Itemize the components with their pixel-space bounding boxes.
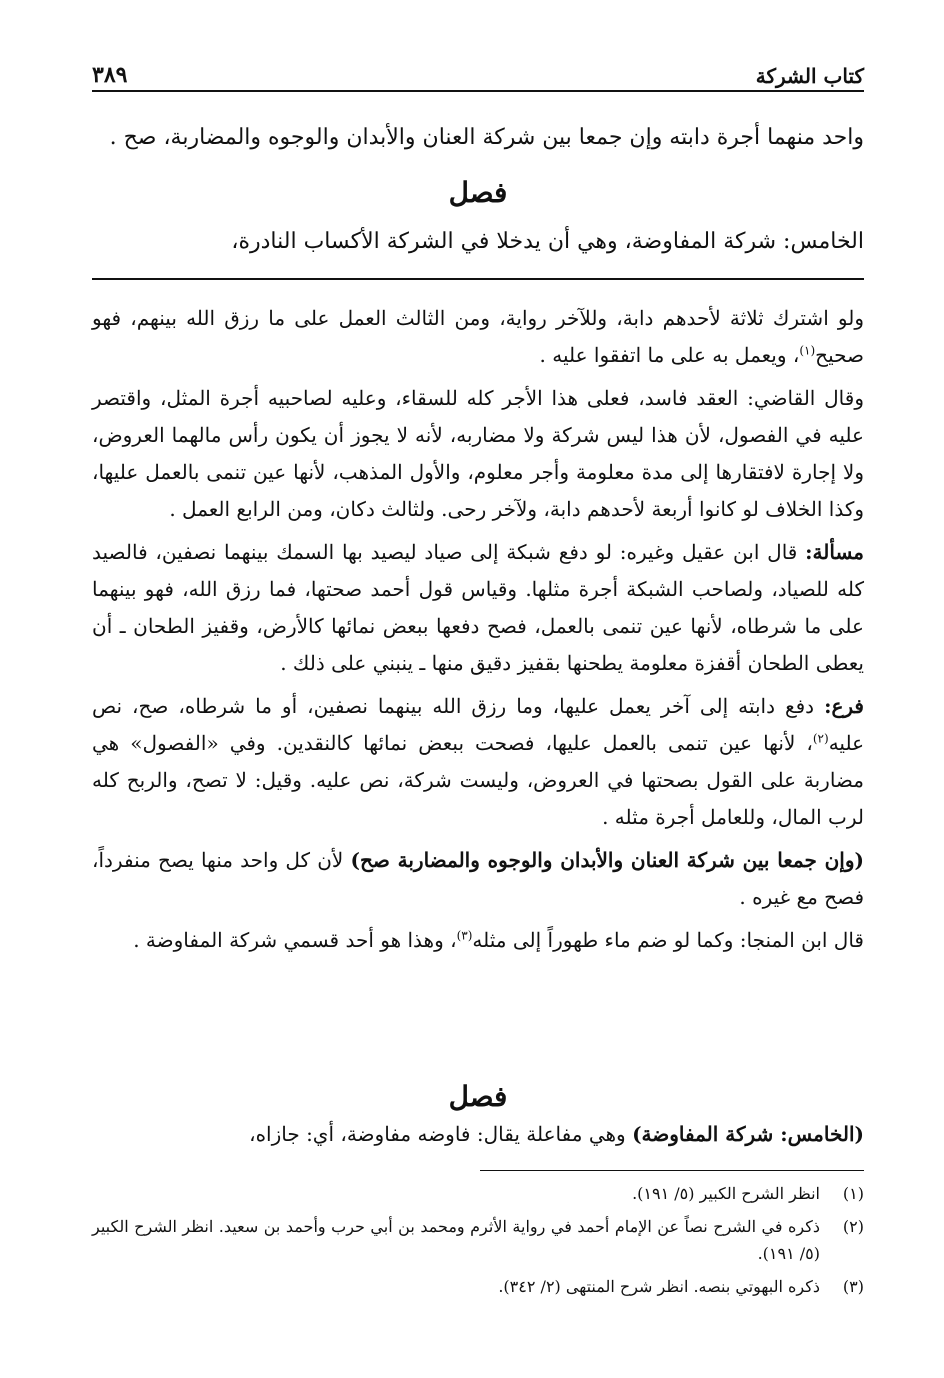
commentary-paragraph-1: ولو اشترك ثلاثة لأحدهم دابة، وللآخر رواية، ومن الثالث العمل على ما رزق الله بينهم، فهو صحيح$^{(١)}$، ويعمل به على ما اتفقوا عليه .: [92, 306, 865, 367]
commentary-paragraph-3: مسألة: قال ابن عقيل وغيره: لو دفع شبكة إلى صياد ليصيد بها السمك بينهما نصفين، فالصيد كله للصياد، ولصاحب الشبكة أجرة مثلها. وقياس قول أحمد صحتها، فما رزق الله، فهو بينهما على ما شرطاه، لأنها عين تنمى بالعمل، فصح دفعها ببعض نمائها كالأرض، وقفيز الطحان ـ أن يعطى الطحان أقفزة معلومة يطحنها بقفيز دقيق منها ـ ينبني على ذلك .: [92, 540, 865, 675]
quoted-matn-bottom: (الخامس: شركة المفاوضة): [632, 1122, 864, 1146]
matn-paragraph-top: واحد منهما أجرة دابته وإن جمعا بين شركة العنان والأبدان والوجوه والمضاربة، صح .: [109, 125, 864, 150]
footnote-2: (٢) ذكره في الشرح نصاً عن الإمام أحمد في رواية الأثرم ومحمد بن أبي حرب وأحمد بن سعيد. انظر الشرح الكبير (٥/ ١٩١).: [92, 1217, 864, 1263]
page-number: ٣٨٩: [92, 62, 128, 88]
quoted-matn: (وإن جمعا بين شركة العنان والأبدان والوجوه والمضاربة صح): [350, 848, 864, 872]
footnote-3: (٣) ذكره البهوتي بنصه. انظر شرح المنتهى (٢/ ٣٤٢).: [498, 1277, 864, 1296]
section-heading-2: فصل: [448, 1080, 508, 1113]
footnote-ref-3[interactable]: (٣): [456, 928, 473, 943]
footnotes: [92, 1180, 864, 1306]
commentary-paragraph-6: قال ابن المنجا: وكما لو ضم ماء طهوراً إلى مثله$^{(٣)}$، وهذا هو أحد قسمي شركة المفاوضة .: [133, 928, 864, 952]
section-divider: [92, 278, 864, 280]
book-title: كتاب الشركة: [755, 64, 864, 88]
commentary-paragraph-4: فرع: دفع دابته إلى آخر يعمل عليها، وما رزق الله بينهما نصفين، أو ما شرطاه، صح، نص عليه$^{(٢)}$، لأنها عين تنمى بالعمل عليها، فصحت ببعض نمائها كالنقدين. وفي «الفصول» هي مضاربة على القول بصحتها في العروض، وليست شركة، نص عليه. وقيل: لا تصح، والربح كله لرب المال، وللعامل أجرة مثله .: [92, 694, 864, 829]
masala-label: مسألة:: [805, 540, 865, 564]
matn-paragraph-2: الخامس: شركة المفاوضة، وهي أن يدخلا في الشركة الأكساب النادرة،: [231, 229, 864, 254]
section-heading-1: فصل: [448, 176, 508, 209]
commentary-paragraph-2: وقال القاضي: العقد فاسد، فعلى هذا الأجر كله للسقاء، وعليه لصاحبيه أجرة المثل، واقتصر عليه في الفصول، لأن هذا ليس شركة ولا مضاربه، لأنه لا يجوز أن يكون رأس مالهما العروض، ولا إجارة لافتقارها إلى مدة معلومة وأجر معلوم، والأول المذهب، لأنها عين تنمى بالعمل عليها، وكذا الخلاف لو كانوا أربعة لأحدهم دابة، ولآخر رحى. ولثالث دكان، ومن الرابع العمل .: [92, 386, 864, 521]
commentary: [92, 300, 864, 965]
commentary-paragraph-5: (وإن جمعا بين شركة العنان والأبدان والوجوه والمضاربة صح) لأن كل واحد منها يصح منفرداً، فصح مع غيره .: [92, 848, 864, 909]
far-label: فرع:: [824, 694, 864, 718]
footnote-ref-2[interactable]: (٢): [812, 731, 829, 746]
footnote-ref-1[interactable]: (١): [799, 343, 816, 358]
running-header: [92, 58, 864, 92]
footnote-divider: [480, 1170, 864, 1171]
bottom-paragraph: (الخامس: شركة المفاوضة) وهي مفاعلة يقال: فاوضه مفاوضة، أي: جازاه،: [249, 1122, 864, 1146]
footnote-1: (١) انظر الشرح الكبير (٥/ ١٩١).: [632, 1184, 864, 1203]
